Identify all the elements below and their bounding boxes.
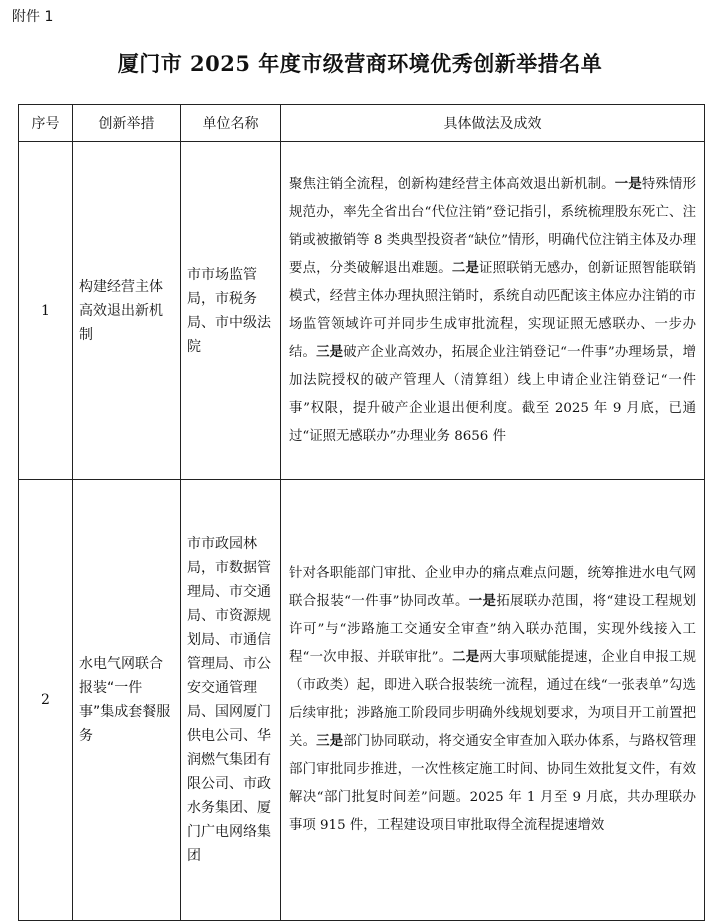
header-measure: 创新举措 [73,105,181,142]
row-measure: 构建经营主体高效退出新机制 [73,142,181,480]
detail-text: 两大事项赋能提速，企业自申报工规（市政类）起，即进入联合报装统一流程，通过在线“一张表单”勾选后续审批；涉路施工阶段同步明确外线规划要求，为项目开工前置把关。 [289,650,696,749]
row-seq: 2 [19,480,73,921]
detail-text: 破产企业高效办，拓展企业注销登记“一件事”办理场景，增加法院授权的破产管理人（清算组）线上申请企业注销登记“一件事”权限，提升破产企业退出便利度。截至 2025 年 9 月底，已通过“证照无感联办”办理业务 8656 件 [289,344,697,444]
measures-table [18,104,705,921]
detail-lead-marker: 二是 [452,650,480,665]
detail-text: 针对各职能部门审批、企业申办的痛点难点问题，统筹推进水电气网联合报装“一件事”协同改革。 [289,566,696,609]
detail-lead-marker: 三是 [316,734,344,749]
detail-lead-marker: 一是 [468,594,497,609]
document-title: 厦门市 2025 年度市级营商环境优秀创新举措名单 [117,51,603,76]
detail-lead-marker: 三是 [316,344,344,360]
detail-lead-marker: 二是 [451,260,480,276]
row-seq: 1 [19,142,73,480]
detail-lead-marker: 一是 [614,176,642,192]
header-detail: 具体做法及成效 [281,105,705,142]
detail-text: 聚焦注销全流程，创新构建经营主体高效退出新机制。 [289,176,615,192]
detail-text: 拓展联办范围，将“建设工程规划许可”与“涉路施工交通安全审查”纳入联办范围，实现外线接入工程“一次申报、并联审批”。 [289,594,696,665]
header-seq: 序号 [19,105,73,142]
row-units: 市市政园林局，市数据管理局、市交通局、市资源规划局、市通信管理局、市公安交通管理局、国网厦门供电公司、华润燃气集团有限公司、市政水务集团、厦门广电网络集团 [181,480,281,921]
table-header-row [19,105,705,142]
table-row [19,480,705,921]
row-measure: 水电气网联合报装“一件事”集成套餐服务 [73,480,181,921]
header-unit: 单位名称 [181,105,281,142]
detail-text: 特殊情形规范办，率先全省出台“代位注销”登记指引，系统梳理股东死亡、注销或被撤销等 8 类典型投资者“缺位”情形，明确代位注销主体及办理要点，分类破解退出难题。 [289,176,697,276]
detail-text: 证照联销无感办，创新证照智能联销模式，经营主体办理执照注销时，系统自动匹配该主体应办注销的市场监管领域许可并同步生成审批流程，实现证照无感联办、一步办结。 [289,260,697,360]
attachment-label: 附件 1 [12,9,54,25]
table-row [19,142,705,480]
row-units: 市市场监管局，市税务局、市中级法院 [181,142,281,480]
row-detail [281,480,705,921]
detail-text: 部门协同联动，将交通安全审查加入联办体系，与路权管理部门审批同步推进，一次性核定施工时间、协同生效批复文件，有效解决“部门批复时间差”问题。2025 年 1 月至 9 月底，共办理联办事项 915 件，工程建设项目审批取得全流程提速增效 [289,734,697,833]
row-detail [281,142,705,480]
